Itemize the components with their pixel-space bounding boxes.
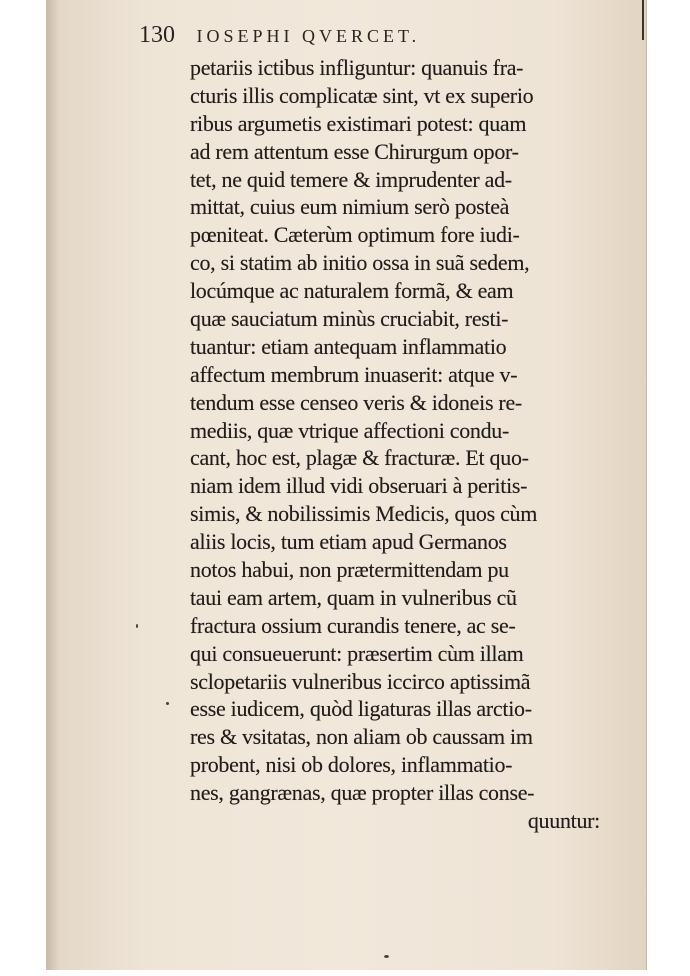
page-edge-mark xyxy=(642,0,644,40)
text-line: mittat, cuius eum nimium serò posteà xyxy=(190,194,510,220)
text-line: co, si statim ab initio ossa in suã sedem, xyxy=(190,250,530,276)
text-line: tet, ne quid temere & imprudenter ad- xyxy=(190,166,512,192)
text-line: aliis locis, tum etiam apud Germanos xyxy=(190,529,507,555)
text-line: tendum esse censeo veris & idoneis re- xyxy=(190,389,522,415)
text-line: petariis ictibus infliguntur: quanuis fra- xyxy=(190,55,524,80)
text-line: qui consueuerunt: præsertim cùm illam xyxy=(190,640,524,666)
text-line: nes, gangrænas, quæ propter illas conse- xyxy=(190,780,535,806)
text-line: probent, nisi ob dolores, inflammatio- xyxy=(190,752,513,778)
text-line: affectum membrum inuaserit: atque v- xyxy=(190,361,518,387)
text-line: res & vsitatas, non aliam ob caussam im xyxy=(190,724,533,750)
running-head: IOSEPHI QVERCET. xyxy=(196,26,421,46)
text-line: locúmque ac naturalem formã, & eam xyxy=(190,278,514,304)
ink-speck xyxy=(166,702,169,705)
ink-speck xyxy=(136,624,138,628)
text-line: simis, & nobilissimis Medicis, quos cùm xyxy=(190,501,538,527)
text-line: mediis, quæ vtrique affectioni condu- xyxy=(190,417,510,443)
text-line: tuantur: etiam antequam inflammatio xyxy=(190,333,507,359)
text-line: niam idem illud vidi obseruari à peritis- xyxy=(190,473,528,499)
text-line: fractura ossium curandis tenere, ac se- xyxy=(190,612,516,638)
text-line: taui eam artem, quam in vulneribus cũ xyxy=(190,584,517,610)
text-line: notos habui, non prætermittendam pu xyxy=(190,557,509,583)
text-line: cturis illis complicatæ sint, vt ex superio xyxy=(190,82,534,108)
body-text xyxy=(190,54,610,835)
text-line: quæ sauciatum minùs cruciabit, resti- xyxy=(190,306,509,332)
text-line: esse iudicem, quòd ligaturas illas arctio- xyxy=(190,696,532,722)
text-line: pœniteat. Cæterùm optimum fore iudi- xyxy=(190,222,520,248)
text-line: ribus argumetis existimari potest: quam xyxy=(190,110,527,136)
page-number: 130 xyxy=(139,22,175,48)
text-line: cant, hoc est, plagæ & fracturæ. Et quo- xyxy=(190,445,529,471)
text-line: sclopetariis vulneribus iccirco aptissimã xyxy=(190,668,531,694)
page-header xyxy=(139,22,420,49)
ink-speck xyxy=(384,955,389,958)
gutter-shadow xyxy=(46,0,60,970)
catchword-line: quuntur: xyxy=(527,808,600,834)
text-line: ad rem attentum esse Chirurgum opor- xyxy=(190,138,519,164)
